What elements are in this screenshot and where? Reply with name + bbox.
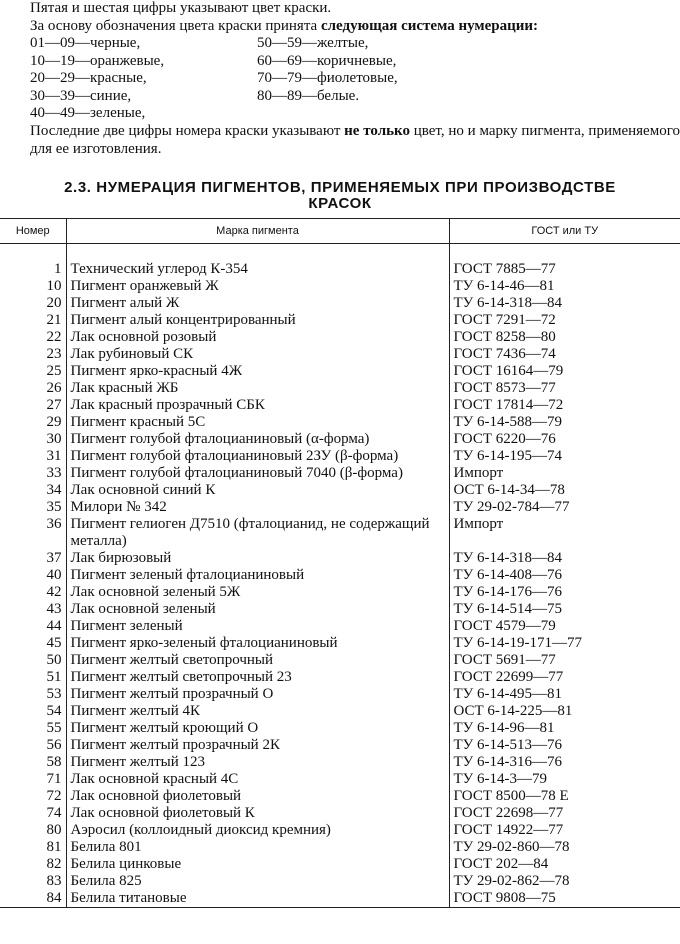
- cell-pigment: Лак красный прозрачный СБК: [66, 397, 449, 414]
- table-row: [0, 873, 680, 890]
- cell-pigment: Белила титановые: [66, 890, 449, 908]
- cell-number: 34: [46, 482, 62, 498]
- section-title-line-1: 2.3. НУМЕРАЦИЯ ПИГМЕНТОВ, ПРИМЕНЯЕМЫХ ПРИ ПРОИЗВОДСТВЕ: [64, 179, 616, 196]
- color-item: 80—89—белые.: [257, 87, 360, 104]
- intro-tail-prefix: Последние две цифры номера краски указывают: [30, 123, 341, 139]
- intro-tail: [0, 123, 680, 158]
- cell-standard: ГОСТ 6220—76: [449, 431, 680, 448]
- cell-standard: ГОСТ 7885—77: [449, 261, 680, 278]
- cell-standard: ГОСТ 8500—78 Е: [449, 788, 680, 805]
- table-row: [0, 652, 680, 669]
- cell-standard: ГОСТ 8258—80: [449, 329, 680, 346]
- table-row: [0, 754, 680, 771]
- cell-pigment: Пигмент желтый 4К: [66, 703, 449, 720]
- cell-pigment: Пигмент алый концентрированный: [66, 312, 449, 329]
- cell-pigment: Пигмент гелиоген Д7510 (фталоцианид, не содержащий металла): [66, 516, 449, 550]
- cell-number: 26: [46, 380, 62, 396]
- cell-pigment: Лак основной зеленый 5Ж: [66, 584, 449, 601]
- table-row: [0, 805, 680, 822]
- table-row: [0, 550, 680, 567]
- table-row: [0, 839, 680, 856]
- table-row: [0, 431, 680, 448]
- table-row: [0, 720, 680, 737]
- color-item: 60—69—коричневые,: [257, 52, 397, 69]
- color-numbering-list: [0, 35, 680, 123]
- table-row: [0, 380, 680, 397]
- cell-pigment: Лак основной красный 4С: [66, 771, 449, 788]
- cell-standard: ТУ 6-14-514—75: [449, 601, 680, 618]
- color-item: 50—59—желтые,: [257, 35, 369, 51]
- cell-standard: ТУ 6-14-316—76: [449, 754, 680, 771]
- header-number: Номер: [0, 219, 66, 244]
- cell-standard: ГОСТ 14922—77: [449, 822, 680, 839]
- cell-number: 44: [46, 618, 62, 634]
- table-row: [0, 465, 680, 482]
- cell-pigment: Милори № 342: [66, 499, 449, 516]
- table-body: [0, 244, 680, 908]
- cell-standard: Импорт: [449, 465, 680, 482]
- table-row: [0, 397, 680, 414]
- cell-number: 40: [46, 567, 62, 583]
- cell-number: 50: [46, 652, 62, 668]
- cell-pigment: Белила 825: [66, 873, 449, 890]
- table-row: [0, 278, 680, 295]
- cell-standard: ТУ 6-14-495—81: [449, 686, 680, 703]
- cell-number: 71: [46, 771, 62, 787]
- cell-number: 25: [46, 363, 62, 379]
- cell-number: 81: [46, 839, 62, 855]
- table-row: [0, 414, 680, 431]
- table-header-row: [0, 219, 680, 244]
- table-row: [0, 822, 680, 839]
- cell-standard: ГОСТ 7436—74: [449, 346, 680, 363]
- color-item: 01—09—черные,: [30, 35, 141, 51]
- table-row: [0, 601, 680, 618]
- color-item: 10—19—оранжевые,: [30, 52, 165, 69]
- table-row: [0, 771, 680, 788]
- cell-pigment: Лак основной фиолетовый: [66, 788, 449, 805]
- table-row: [0, 448, 680, 465]
- table-row: [0, 584, 680, 601]
- cell-pigment: Пигмент желтый светопрочный 23: [66, 669, 449, 686]
- cell-number: 51: [46, 669, 62, 685]
- cell-number: 29: [46, 414, 62, 430]
- cell-pigment: Лак основной синий К: [66, 482, 449, 499]
- table-row: [0, 856, 680, 873]
- cell-pigment: Пигмент желтый прозрачный О: [66, 686, 449, 703]
- header-pigment: Марка пигмента: [66, 219, 449, 244]
- table-row: [0, 737, 680, 754]
- cell-number: 43: [46, 601, 62, 617]
- pigment-table: [0, 218, 680, 908]
- cell-standard: ТУ 6-14-176—76: [449, 584, 680, 601]
- cell-standard: ТУ 6-14-96—81: [449, 720, 680, 737]
- cell-standard: ТУ 6-14-408—76: [449, 567, 680, 584]
- cell-pigment: Пигмент алый Ж: [66, 295, 449, 312]
- cell-pigment: Пигмент ярко-зеленый фталоцианиновый: [66, 635, 449, 652]
- cell-standard: ТУ 6-14-19-171—77: [449, 635, 680, 652]
- cell-pigment: Пигмент красный 5С: [66, 414, 449, 431]
- cell-standard: ГОСТ 22698—77: [449, 805, 680, 822]
- cell-standard: ОСТ 6-14-225—81: [449, 703, 680, 720]
- cell-pigment: Пигмент оранжевый Ж: [66, 278, 449, 295]
- cell-standard: ГОСТ 22699—77: [449, 669, 680, 686]
- cell-number: 45: [46, 635, 62, 651]
- color-list-col-2: [257, 35, 398, 105]
- cell-standard: ГОСТ 16164—79: [449, 363, 680, 380]
- cell-pigment: Пигмент желтый 123: [66, 754, 449, 771]
- cell-number: 22: [46, 329, 62, 345]
- cell-standard: ГОСТ 7291—72: [449, 312, 680, 329]
- cell-pigment: Пигмент зеленый: [66, 618, 449, 635]
- cell-number: 27: [46, 397, 62, 413]
- table-row: [0, 261, 680, 278]
- table-row: [0, 703, 680, 720]
- intro-line-2-bold: следующая система нумерации:: [320, 17, 539, 34]
- cell-pigment: Белила 801: [66, 839, 449, 856]
- color-item: 40—49—зеленые,: [30, 105, 146, 121]
- cell-number: 30: [46, 431, 62, 447]
- cell-number: 55: [46, 720, 62, 736]
- table-row: [0, 788, 680, 805]
- cell-number: 82: [46, 856, 62, 872]
- cell-standard: ГОСТ 17814—72: [449, 397, 680, 414]
- cell-pigment: Пигмент голубой фталоцианиновый 7040 (β-форма): [66, 465, 449, 482]
- table-row: [0, 482, 680, 499]
- cell-number: 33: [46, 465, 62, 481]
- cell-standard: ГОСТ 5691—77: [449, 652, 680, 669]
- header-standard: ГОСТ или ТУ: [449, 219, 680, 244]
- cell-pigment: Лак основной фиолетовый К: [66, 805, 449, 822]
- cell-number: 10: [46, 278, 62, 294]
- table-row: [0, 329, 680, 346]
- cell-standard: ТУ 6-14-195—74: [449, 448, 680, 465]
- cell-standard: ТУ 6-14-318—84: [449, 550, 680, 567]
- cell-number: 23: [46, 346, 62, 362]
- cell-standard: ГОСТ 4579—79: [449, 618, 680, 635]
- cell-pigment: Пигмент желтый прозрачный 2К: [66, 737, 449, 754]
- table-row: [0, 567, 680, 584]
- table-row: [0, 346, 680, 363]
- cell-standard: ТУ 29-02-784—77: [449, 499, 680, 516]
- cell-pigment: Пигмент голубой фталоцианиновый 2ЗУ (β-форма): [66, 448, 449, 465]
- cell-number: 53: [46, 686, 62, 702]
- intro-line-1: Пятая и шестая цифры указывают цвет краски.: [30, 0, 332, 16]
- color-item: 20—29—красные,: [30, 70, 147, 86]
- cell-number: 74: [46, 805, 62, 821]
- table-row: [0, 499, 680, 516]
- cell-number: 58: [46, 754, 62, 770]
- intro-line-2: [0, 18, 680, 36]
- table-row: [0, 635, 680, 652]
- cell-standard: ГОСТ 8573—77: [449, 380, 680, 397]
- table-row: [0, 363, 680, 380]
- cell-standard: ТУ 6-14-318—84: [449, 295, 680, 312]
- cell-number: 56: [46, 737, 62, 753]
- cell-standard: ТУ 6-14-513—76: [449, 737, 680, 754]
- intro-text: [0, 0, 680, 158]
- cell-standard: ТУ 29-02-860—78: [449, 839, 680, 856]
- cell-pigment: Лак бирюзовый: [66, 550, 449, 567]
- color-item: 30—39—синие,: [30, 87, 132, 104]
- cell-standard: ТУ 29-02-862—78: [449, 873, 680, 890]
- cell-number: 84: [0, 890, 66, 908]
- cell-standard: ТУ 6-14-588—79: [449, 414, 680, 431]
- cell-pigment: Белила цинковые: [66, 856, 449, 873]
- cell-number: 21: [46, 312, 62, 328]
- table-row: [0, 295, 680, 312]
- table-row: [0, 516, 680, 550]
- cell-pigment: Пигмент голубой фталоцианиновый (α-форма): [66, 431, 449, 448]
- cell-number: 72: [46, 788, 62, 804]
- cell-standard: ТУ 6-14-3—79: [449, 771, 680, 788]
- intro-tail-suffix: цвет, но и марку пигмента, применяемого для ее изготовления.: [30, 123, 680, 157]
- cell-standard: Импорт: [449, 516, 680, 550]
- cell-standard: ТУ 6-14-46—81: [449, 278, 680, 295]
- cell-pigment: Пигмент желтый светопрочный: [66, 652, 449, 669]
- table-row: [0, 669, 680, 686]
- table-row: [0, 890, 680, 908]
- cell-pigment: Пигмент ярко-красный 4Ж: [66, 363, 449, 380]
- cell-number: 83: [46, 873, 62, 889]
- cell-number: 35: [46, 499, 62, 515]
- cell-number: 20: [46, 295, 62, 311]
- color-item: 70—79—фиолетовые,: [257, 70, 398, 86]
- cell-standard: ОСТ 6-14-34—78: [449, 482, 680, 499]
- section-title-line-2: КРАСОК: [308, 195, 372, 212]
- cell-standard: ГОСТ 9808—75: [449, 890, 680, 908]
- table-row: [0, 686, 680, 703]
- cell-pigment: Лак основной зеленый: [66, 601, 449, 618]
- cell-pigment: Аэросил (коллоидный диоксид кремния): [66, 822, 449, 839]
- cell-number: 80: [46, 822, 62, 838]
- cell-number: 36: [46, 516, 62, 532]
- cell-pigment: Пигмент желтый кроющий О: [66, 720, 449, 737]
- table-row: [0, 312, 680, 329]
- table-row: [0, 618, 680, 635]
- cell-standard: ГОСТ 202—84: [449, 856, 680, 873]
- intro-line-2-prefix: За основу обозначения цвета краски принята: [30, 17, 318, 34]
- cell-pigment: Лак основной розовый: [66, 329, 449, 346]
- cell-number: 37: [46, 550, 62, 566]
- section-title: [0, 180, 680, 212]
- cell-number: 54: [46, 703, 62, 719]
- cell-pigment: Лак рубиновый СК: [66, 346, 449, 363]
- table-spacer-row: [0, 244, 680, 262]
- cell-pigment: Технический углерод К-354: [66, 261, 449, 278]
- color-list-col-1: [30, 35, 164, 123]
- cell-pigment: Пигмент зеленый фталоцианиновый: [66, 567, 449, 584]
- cell-number: 31: [46, 448, 62, 464]
- cell-number: 1: [54, 261, 62, 277]
- cell-pigment: Лак красный ЖБ: [66, 380, 449, 397]
- intro-tail-bold: не только: [344, 123, 410, 139]
- cell-number: 42: [46, 584, 62, 600]
